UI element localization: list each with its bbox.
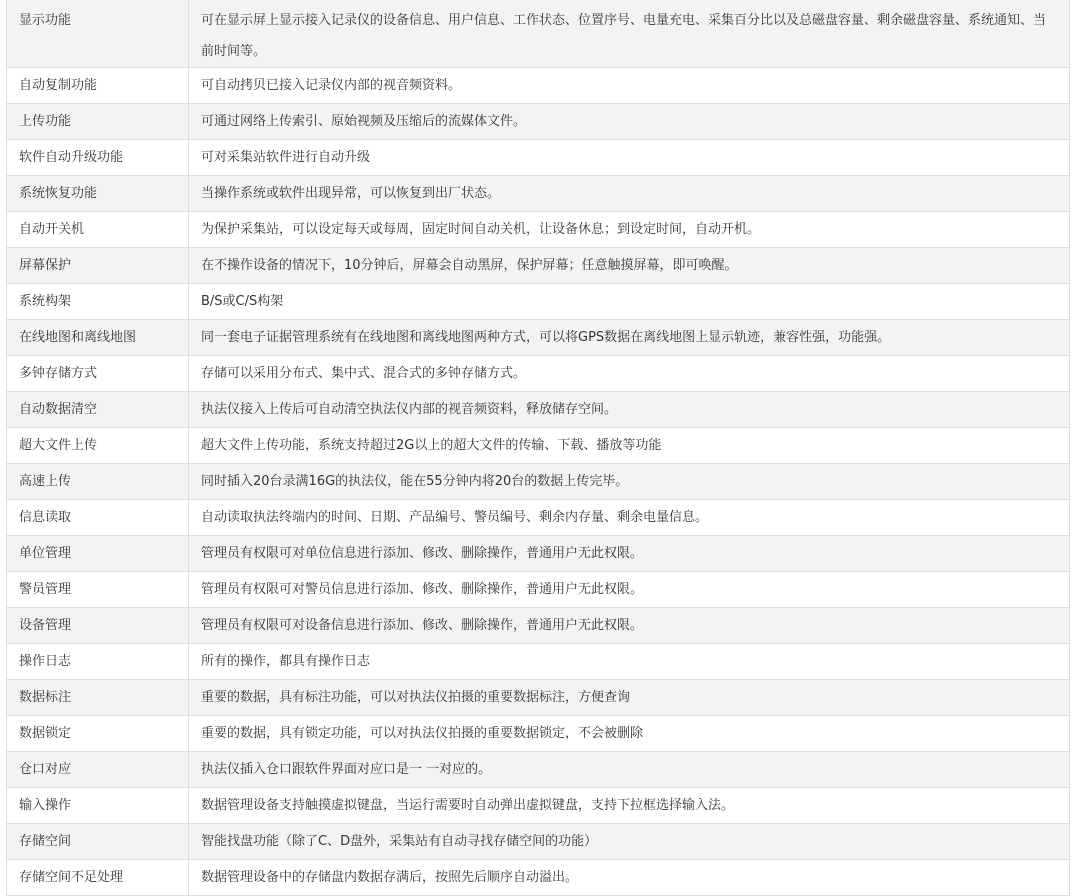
feature-name-cell: 信息读取 xyxy=(7,500,189,536)
feature-description-cell: 当操作系统或软件出现异常，可以恢复到出厂状态。 xyxy=(189,176,1070,212)
feature-name-cell: 自动复制功能 xyxy=(7,68,189,104)
feature-name-cell: 存储空间不足处理 xyxy=(7,860,189,896)
table-row xyxy=(7,824,1070,860)
feature-name-cell: 数据锁定 xyxy=(7,716,189,752)
table-row xyxy=(7,356,1070,392)
feature-name-cell: 显示功能 xyxy=(7,0,189,68)
feature-description-cell: 超大文件上传功能，系统支持超过2G以上的超大文件的传输、下载、播放等功能 xyxy=(189,428,1070,464)
feature-description-cell: 自动读取执法终端内的时间、日期、产品编号、警员编号、剩余内存量、剩余电量信息。 xyxy=(189,500,1070,536)
table-row xyxy=(7,860,1070,896)
table-row xyxy=(7,536,1070,572)
table-row xyxy=(7,320,1070,356)
feature-name-cell: 高速上传 xyxy=(7,464,189,500)
feature-name-cell: 系统恢复功能 xyxy=(7,176,189,212)
feature-description-cell: 为保护采集站，可以设定每天或每周，固定时间自动关机，让设备休息；到设定时间，自动开机。 xyxy=(189,212,1070,248)
table-row xyxy=(7,392,1070,428)
feature-name-cell: 多钟存储方式 xyxy=(7,356,189,392)
feature-description-cell: 管理员有权限可对设备信息进行添加、修改、删除操作，普通用户无此权限。 xyxy=(189,608,1070,644)
table-row xyxy=(7,716,1070,752)
feature-description-cell: B/S或C/S构架 xyxy=(189,284,1070,320)
feature-name-cell: 自动数据清空 xyxy=(7,392,189,428)
feature-description-cell: 数据管理设备支持触摸虚拟键盘，当运行需要时自动弹出虚拟键盘，支持下拉框选择输入法。 xyxy=(189,788,1070,824)
table-row xyxy=(7,176,1070,212)
feature-description-cell: 可自动拷贝已接入记录仪内部的视音频资料。 xyxy=(189,68,1070,104)
table-row xyxy=(7,428,1070,464)
feature-description-cell: 执法仪插入仓口跟软件界面对应口是一 一对应的。 xyxy=(189,752,1070,788)
feature-description-cell: 重要的数据，具有标注功能，可以对执法仪拍摄的重要数据标注，方便查询 xyxy=(189,680,1070,716)
feature-name-cell: 自动开关机 xyxy=(7,212,189,248)
feature-name-cell: 仓口对应 xyxy=(7,752,189,788)
feature-name-cell: 警员管理 xyxy=(7,572,189,608)
table-row xyxy=(7,140,1070,176)
feature-description-cell: 执法仪接入上传后可自动清空执法仪内部的视音频资料，释放储存空间。 xyxy=(189,392,1070,428)
feature-description-cell: 管理员有权限可对单位信息进行添加、修改、删除操作，普通用户无此权限。 xyxy=(189,536,1070,572)
table-row xyxy=(7,0,1070,68)
feature-description-cell: 智能找盘功能（除了C、D盘外，采集站有自动寻找存储空间的功能） xyxy=(189,824,1070,860)
feature-description-cell: 存储可以采用分布式、集中式、混合式的多钟存储方式。 xyxy=(189,356,1070,392)
feature-spec-table-body xyxy=(7,0,1070,896)
table-row xyxy=(7,68,1070,104)
table-row xyxy=(7,608,1070,644)
feature-name-cell: 超大文件上传 xyxy=(7,428,189,464)
feature-name-cell: 系统构架 xyxy=(7,284,189,320)
feature-description-cell: 可在显示屏上显示接入记录仪的设备信息、用户信息、工作状态、位置序号、电量充电、采集百分比以及总磁盘容量、剩余磁盘容量、系统通知、当前时间等。 xyxy=(189,0,1070,68)
feature-description-cell: 同时插入20台录满16G的执法仪，能在55分钟内将20台的数据上传完毕。 xyxy=(189,464,1070,500)
table-row xyxy=(7,680,1070,716)
feature-name-cell: 存储空间 xyxy=(7,824,189,860)
table-row xyxy=(7,104,1070,140)
table-row xyxy=(7,752,1070,788)
feature-name-cell: 输入操作 xyxy=(7,788,189,824)
table-row xyxy=(7,284,1070,320)
feature-name-cell: 屏幕保护 xyxy=(7,248,189,284)
feature-name-cell: 上传功能 xyxy=(7,104,189,140)
table-row xyxy=(7,500,1070,536)
feature-description-cell: 可对采集站软件进行自动升级 xyxy=(189,140,1070,176)
feature-name-cell: 设备管理 xyxy=(7,608,189,644)
feature-name-cell: 在线地图和离线地图 xyxy=(7,320,189,356)
table-row xyxy=(7,644,1070,680)
feature-description-cell: 数据管理设备中的存储盘内数据存满后，按照先后顺序自动溢出。 xyxy=(189,860,1070,896)
feature-spec-table xyxy=(6,0,1070,896)
table-row xyxy=(7,788,1070,824)
feature-name-cell: 软件自动升级功能 xyxy=(7,140,189,176)
feature-description-cell: 同一套电子证据管理系统有在线地图和离线地图两种方式，可以将GPS数据在离线地图上显示轨迹，兼容性强，功能强。 xyxy=(189,320,1070,356)
feature-name-cell: 单位管理 xyxy=(7,536,189,572)
feature-description-cell: 在不操作设备的情况下，10分钟后，屏幕会自动黑屏，保护屏幕；任意触摸屏幕，即可唤醒。 xyxy=(189,248,1070,284)
table-row xyxy=(7,572,1070,608)
feature-description-cell: 所有的操作，都具有操作日志 xyxy=(189,644,1070,680)
feature-description-cell: 重要的数据，具有锁定功能，可以对执法仪拍摄的重要数据锁定，不会被删除 xyxy=(189,716,1070,752)
feature-description-cell: 管理员有权限可对警员信息进行添加、修改、删除操作，普通用户无此权限。 xyxy=(189,572,1070,608)
feature-name-cell: 操作日志 xyxy=(7,644,189,680)
feature-name-cell: 数据标注 xyxy=(7,680,189,716)
feature-description-cell: 可通过网络上传索引、原始视频及压缩后的流媒体文件。 xyxy=(189,104,1070,140)
table-row xyxy=(7,212,1070,248)
table-row xyxy=(7,464,1070,500)
table-row xyxy=(7,248,1070,284)
